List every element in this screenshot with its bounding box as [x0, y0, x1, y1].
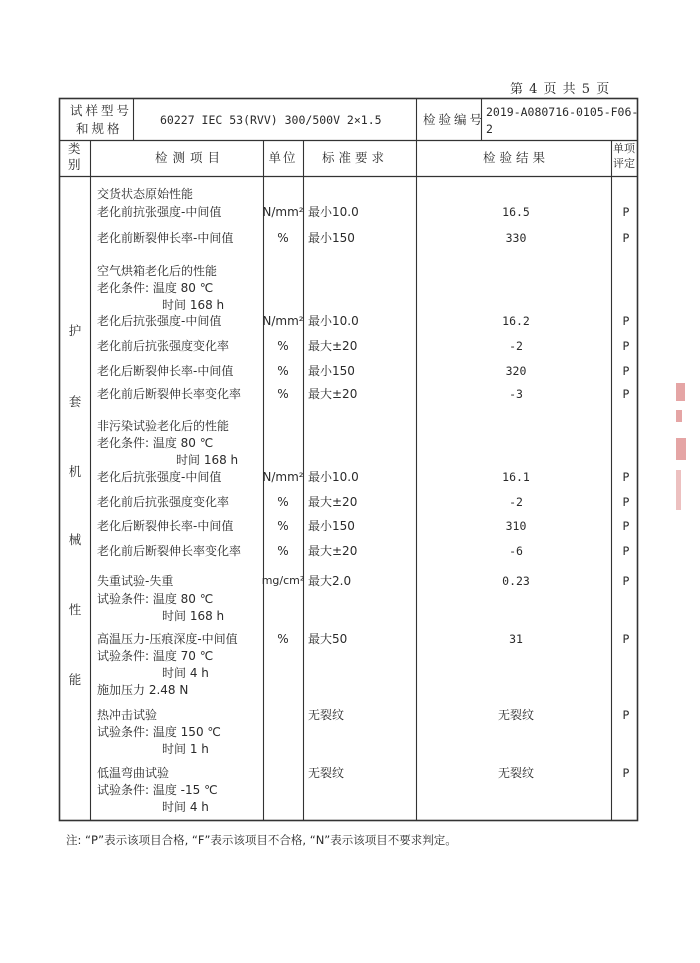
- row-unit: %: [277, 495, 289, 509]
- row-item: 失重试验-失重: [97, 574, 174, 588]
- row-judgement: P: [622, 766, 630, 780]
- report-no-value: 2019-A080716-0105-F06-: [486, 105, 639, 119]
- category-char: 机: [68, 464, 82, 479]
- section-title: 空气烘箱老化后的性能: [97, 264, 218, 278]
- row-requirement: 最小10.0: [308, 314, 359, 328]
- row-unit: %: [277, 519, 289, 533]
- report-no-label: 检验编号: [423, 112, 486, 127]
- sample-model-label: 试样型号: [70, 103, 133, 118]
- row-result: 16.1: [502, 470, 530, 484]
- row-requirement: 最小150: [308, 231, 355, 245]
- row-item: 老化前断裂伸长率-中间值: [97, 231, 234, 245]
- column-header-requirement: 标准要求: [321, 150, 389, 165]
- row-item: 老化前后抗张强度变化率: [97, 339, 230, 353]
- test-condition: 试验条件: 温度 70 ℃: [97, 649, 214, 663]
- column-header-judgement: 单项: [613, 142, 635, 155]
- sample-model-value: 60227 IEC 53(RVV) 300/500V 2×1.5: [160, 113, 382, 127]
- test-condition: 时间 1 h: [162, 742, 209, 756]
- test-condition: 试验条件: 温度 -15 ℃: [97, 783, 218, 797]
- row-unit: N/mm²: [262, 314, 304, 328]
- row-requirement: 最大±20: [308, 544, 358, 558]
- category-char: 套: [68, 394, 82, 409]
- row-item: 老化后断裂伸长率-中间值: [97, 519, 234, 533]
- footnote: 注: “P”表示该项目合格, “F”表示该项目不合格, “N”表示该项目不要求判定。: [66, 833, 457, 847]
- row-result: -3: [509, 387, 523, 401]
- row-item: 老化后抗张强度-中间值: [97, 314, 222, 328]
- column-header-item: 检测项目: [154, 150, 226, 165]
- row-item: 热冲击试验: [97, 708, 158, 722]
- row-judgement: P: [622, 574, 630, 588]
- row-requirement: 最小10.0: [308, 205, 359, 219]
- row-requirement: 最大2.0: [308, 574, 352, 588]
- row-item: 老化后抗张强度-中间值: [97, 470, 222, 484]
- column-header-judgement-line2: 评定: [613, 157, 635, 170]
- row-requirement: 最大±20: [308, 387, 358, 401]
- column-header-result: 检验结果: [482, 150, 550, 165]
- row-judgement: P: [622, 708, 630, 722]
- row-result: 无裂纹: [497, 708, 535, 722]
- row-judgement: P: [622, 314, 630, 328]
- row-result: 0.23: [502, 574, 530, 588]
- category-char: 械: [68, 532, 82, 547]
- row-judgement: P: [622, 519, 630, 533]
- row-unit: %: [277, 387, 289, 401]
- row-result: 31: [509, 632, 523, 646]
- row-requirement: 最大±20: [308, 339, 358, 353]
- sample-spec-label: 和规格: [76, 121, 123, 136]
- row-item: 老化前后断裂伸长率变化率: [97, 387, 242, 401]
- row-item: 老化前后抗张强度变化率: [97, 495, 230, 509]
- column-header-unit: 单位: [268, 150, 298, 165]
- row-item: 老化前后断裂伸长率变化率: [97, 544, 242, 558]
- row-requirement: 最小150: [308, 519, 355, 533]
- row-result: -2: [509, 495, 523, 509]
- row-requirement: 无裂纹: [308, 766, 345, 780]
- row-judgement: P: [622, 339, 630, 353]
- test-condition: 施加压力 2.48 N: [97, 683, 189, 697]
- row-unit: mg/cm²: [261, 574, 305, 587]
- row-result: 16.2: [502, 314, 530, 328]
- page-number: 第 4 页 共 5 页: [510, 82, 611, 97]
- test-condition: 试验条件: 温度 80 ℃: [97, 592, 214, 606]
- category-char: 性: [68, 602, 82, 617]
- report-no-value-line2: 2: [486, 122, 493, 136]
- row-judgement: P: [622, 231, 630, 245]
- row-judgement: P: [622, 387, 630, 401]
- row-unit: %: [277, 632, 289, 646]
- row-judgement: P: [622, 495, 630, 509]
- row-unit: %: [277, 339, 289, 353]
- row-judgement: P: [622, 632, 630, 646]
- row-requirement: 最小10.0: [308, 470, 359, 484]
- row-unit: N/mm²: [262, 470, 304, 484]
- row-requirement: 最大50: [308, 632, 348, 646]
- category-char: 护: [68, 323, 82, 338]
- row-item: 老化前抗张强度-中间值: [97, 205, 222, 219]
- test-condition: 时间 168 h: [162, 298, 225, 312]
- column-header-category-line2: 别: [68, 157, 81, 172]
- section-title: 交货状态原始性能: [97, 187, 194, 201]
- row-result: 330: [505, 231, 527, 245]
- test-condition: 老化条件: 温度 80 ℃: [97, 436, 214, 450]
- row-result: -6: [509, 544, 523, 558]
- test-condition: 老化条件: 温度 80 ℃: [97, 281, 214, 295]
- test-condition: 试验条件: 温度 150 ℃: [97, 725, 221, 739]
- row-unit: N/mm²: [262, 205, 304, 219]
- row-requirement: 无裂纹: [308, 708, 345, 722]
- row-item: 高温压力-压痕深度-中间值: [97, 632, 238, 646]
- row-unit: %: [277, 231, 289, 245]
- test-condition: 时间 4 h: [162, 800, 209, 814]
- row-result: 310: [505, 519, 527, 533]
- test-condition: 时间 4 h: [162, 666, 209, 680]
- row-judgement: P: [622, 364, 630, 378]
- row-result: 无裂纹: [497, 766, 535, 780]
- section-title: 非污染试验老化后的性能: [97, 419, 230, 433]
- row-result: -2: [509, 339, 523, 353]
- row-unit: %: [277, 544, 289, 558]
- test-condition: 时间 168 h: [162, 609, 225, 623]
- column-header-category: 类: [68, 141, 81, 156]
- category-char: 能: [68, 672, 82, 687]
- row-judgement: P: [622, 470, 630, 484]
- row-requirement: 最小150: [308, 364, 355, 378]
- row-unit: %: [277, 364, 289, 378]
- row-judgement: P: [622, 205, 630, 219]
- row-requirement: 最大±20: [308, 495, 358, 509]
- row-result: 320: [505, 364, 527, 378]
- test-condition: 时间 168 h: [176, 453, 239, 467]
- row-result: 16.5: [502, 205, 530, 219]
- row-judgement: P: [622, 544, 630, 558]
- row-item: 低温弯曲试验: [97, 766, 170, 780]
- row-item: 老化后断裂伸长率-中间值: [97, 364, 234, 378]
